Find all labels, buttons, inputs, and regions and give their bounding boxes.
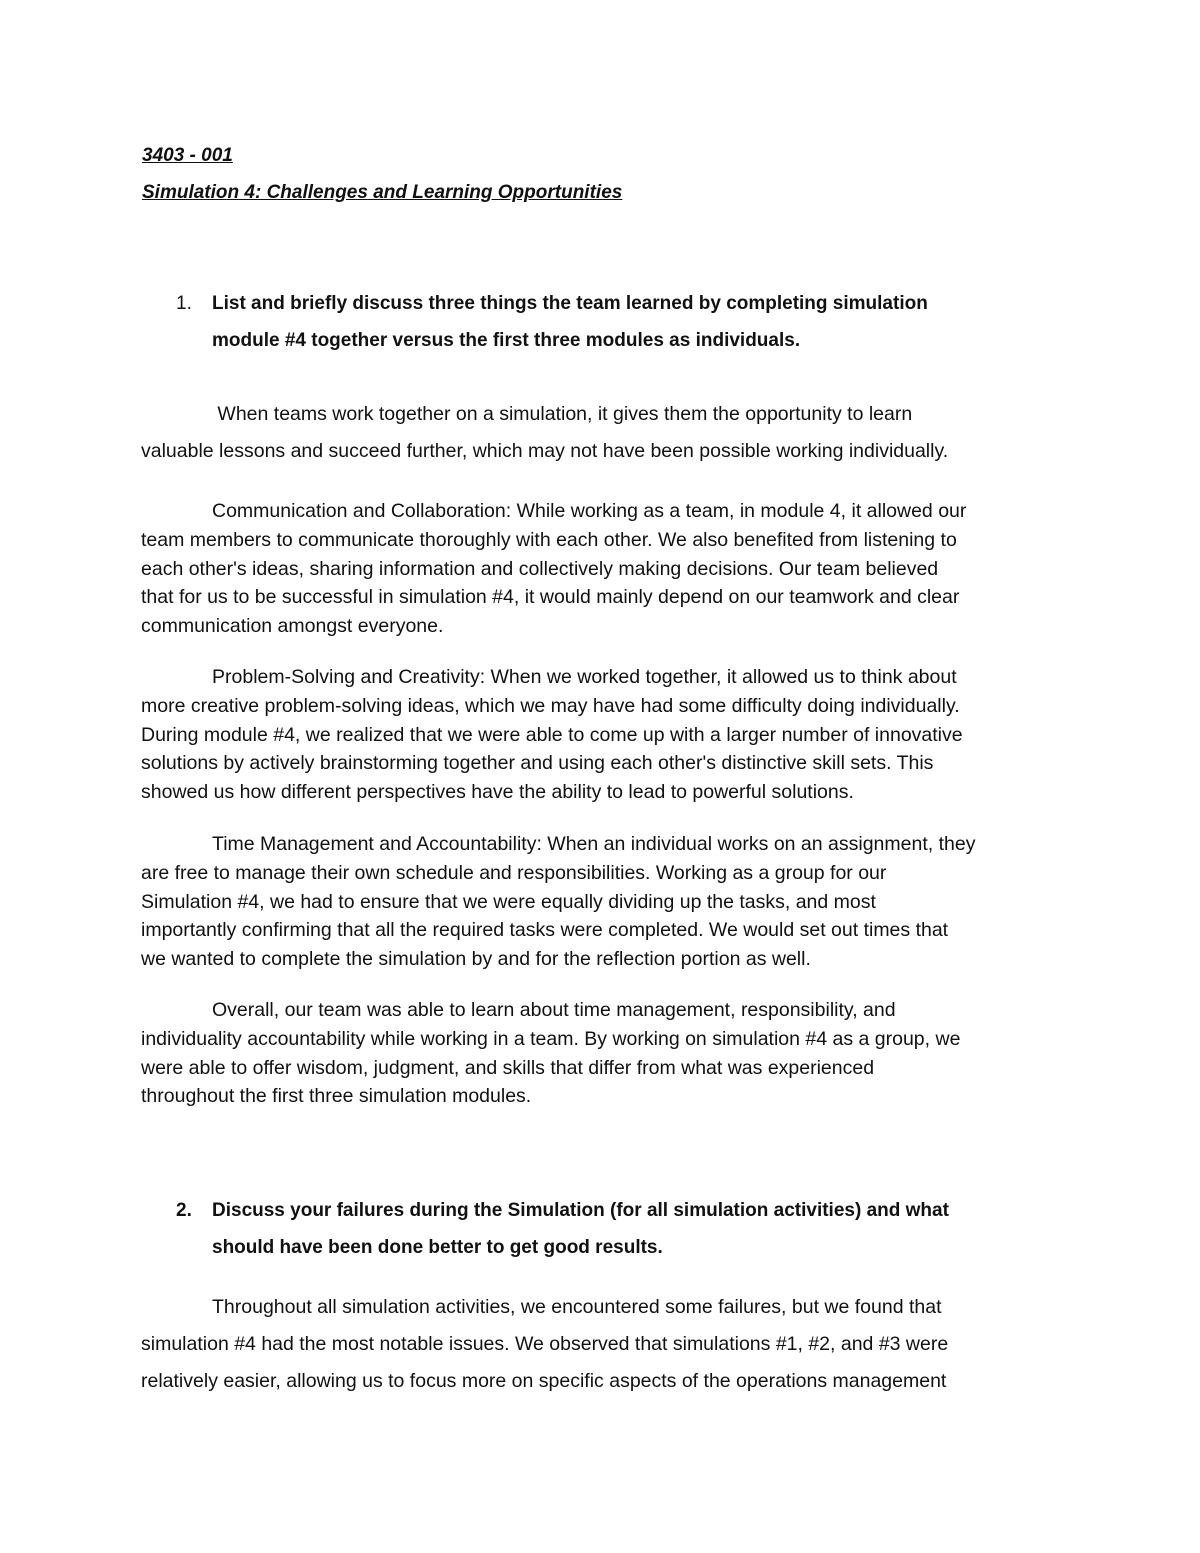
communication-paragraph <box>141 497 1066 641</box>
question-2-line: Discuss your failures during the Simulation (for all simulation activities) and what <box>212 1200 949 1221</box>
question-1-number: 1. <box>176 293 192 314</box>
failures-line: simulation #4 had the most notable issues. We observed that simulations #1, #2, and #3 were <box>141 1333 949 1355</box>
time-management-line: Time Management and Accountability: When an individual works on an assignment, they <box>212 833 976 855</box>
problem-solving-line: more creative problem-solving ideas, which we may have had some difficulty doing individually. <box>141 694 960 717</box>
overall-paragraph <box>141 996 1066 1111</box>
communication-line: that for us to be successful in simulation #4, it would mainly depend on our teamwork and clear <box>141 586 960 609</box>
communication-line: communication amongst everyone. <box>141 615 444 638</box>
time-management-line: importantly confirming that all the required tasks were completed. We would set out times that <box>141 919 949 942</box>
communication-line: each other's ideas, sharing information and collectively making decisions. Our team believed <box>141 557 939 580</box>
communication-line: Communication and Collaboration: While working as a team, in module 4, it allowed our <box>212 500 967 522</box>
intro-line: valuable lessons and succeed further, which may not have been possible working individually. <box>141 440 949 462</box>
failures-line: relatively easier, allowing us to focus more on specific aspects of the operations management <box>141 1370 947 1392</box>
question-1-line: List and briefly discuss three things the team learned by completing simulation <box>212 293 928 314</box>
time-management-line: Simulation #4, we had to ensure that we were equally dividing up the tasks, and most <box>141 890 876 913</box>
overall-line: throughout the first three simulation modules. <box>141 1085 532 1108</box>
communication-line: team members to communicate thoroughly with each other. We also benefited from listening to <box>141 528 957 551</box>
intro-line: When teams work together on a simulation, it gives them the opportunity to learn <box>212 403 913 425</box>
question-1-line: module #4 together versus the first three modules as individuals. <box>212 330 801 351</box>
problem-solving-line: During module #4, we realized that we were able to come up with a larger number of innovative <box>141 723 963 746</box>
problem-solving-paragraph <box>141 663 1066 807</box>
document-title: Simulation 4: Challenges and Learning Opportunities <box>142 182 623 203</box>
problem-solving-line: Problem-Solving and Creativity: When we worked together, it allowed us to think about <box>212 666 957 688</box>
overall-line: Overall, our team was able to learn about time management, responsibility, and <box>212 999 896 1021</box>
question-2 <box>176 1192 1056 1266</box>
failures-line: Throughout all simulation activities, we encountered some failures, but we found that <box>212 1296 942 1318</box>
problem-solving-line: showed us how different perspectives have the ability to lead to powerful solutions. <box>141 781 854 804</box>
course-code: 3403 - 001 <box>142 145 233 166</box>
question-1 <box>176 285 1056 359</box>
time-management-paragraph <box>141 830 1066 974</box>
time-management-line: are free to manage their own schedule and responsibilities. Working as a group for our <box>141 861 887 884</box>
question-2-number: 2. <box>176 1200 192 1221</box>
failures-paragraph <box>141 1289 1066 1400</box>
overall-line: were able to offer wisdom, judgment, and skills that differ from what was experienced <box>141 1056 875 1079</box>
overall-line: individuality accountability while working in a team. By working on simulation #4 as a group, we <box>141 1027 961 1050</box>
time-management-line: we wanted to complete the simulation by and for the reflection portion as well. <box>141 948 811 971</box>
problem-solving-line: solutions by actively brainstorming together and using each other's distinctive skill sets. This <box>141 752 934 775</box>
question-2-line: should have been done better to get good results. <box>212 1237 663 1258</box>
intro-paragraph <box>141 396 1066 470</box>
